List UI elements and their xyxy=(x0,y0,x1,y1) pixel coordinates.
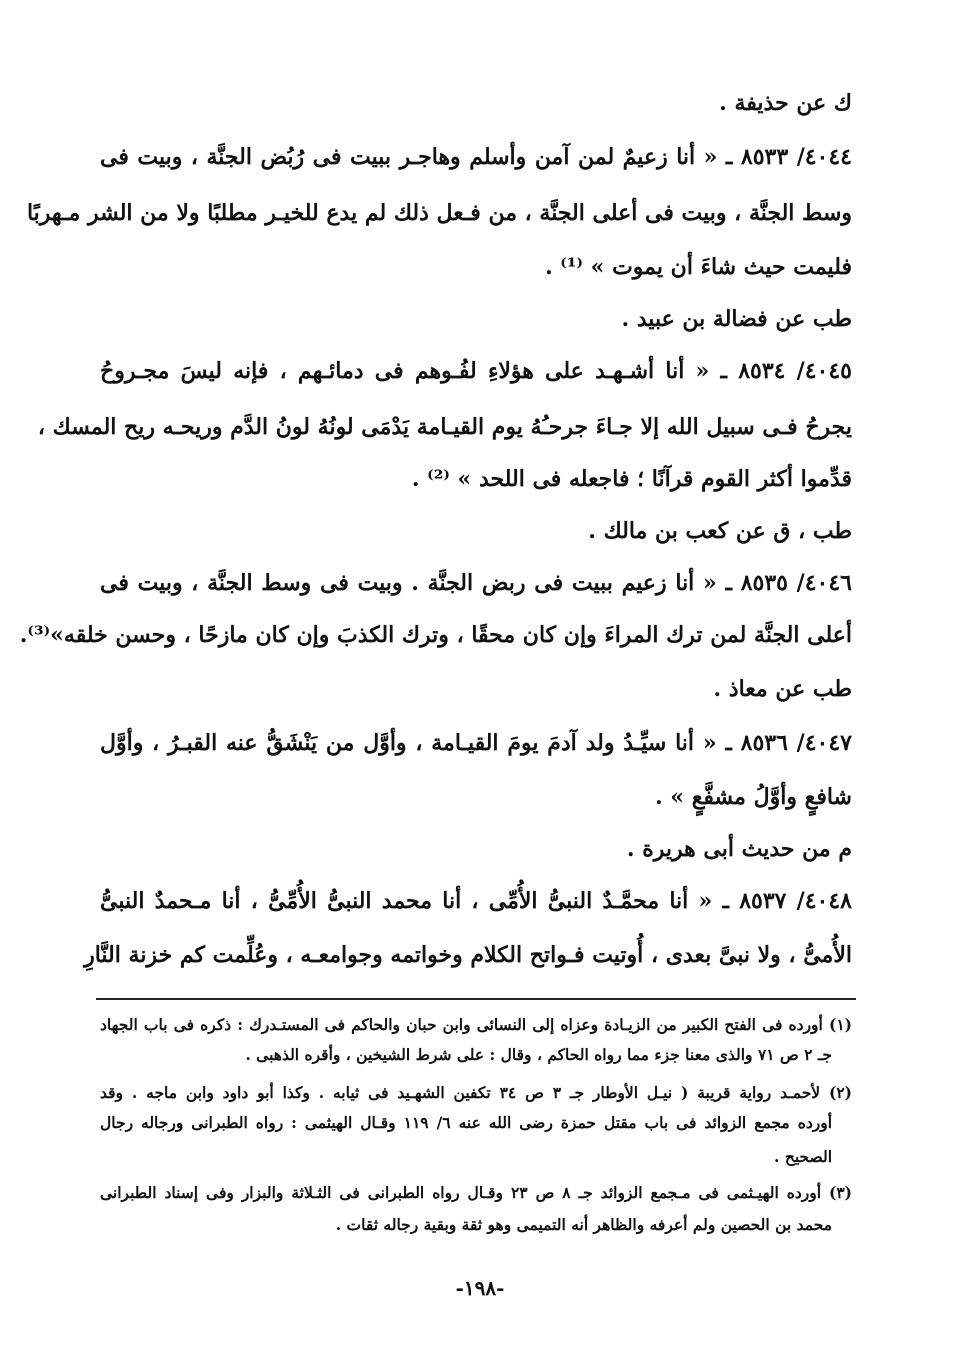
source-line: طب عن فضالة بن عبيد . xyxy=(621,306,852,332)
source-line: م من حديث أبى هريرة . xyxy=(626,836,852,862)
hadith-line: يجرحُ فـى سبيل الله إلا جـاءَ جرحـُهُ يوم القيـامة يَدْمَى لونُهُ لونُ الدَّم وريحـه ريح المسك ، xyxy=(37,414,852,440)
footnote-line: (١) أورده فى الفتح الكبير من الزيـادة وعزاه إلى النسائى وابن حبان والحاكم فى المستـدرك : ذكره فى باب الجهاد xyxy=(100,1015,852,1034)
source-line: طب ، ق عن كعب بن مالك . xyxy=(588,518,852,544)
page-number: -١٩٨- xyxy=(455,1276,505,1300)
footnote-line: (٢) لأحمـد رواية قريبة ( نيـل الأوطار جـ ٣ ص ٣٤ تكفين الشهـيد فى ثيابه . وكذا أبو داود وابن ماجه . وقد xyxy=(100,1083,852,1102)
hadith-line: أعلى الجنَّة لمن ترك المراءَ وإن كان محقًا ، وترك الكذبَ وإن كان مازحًا ، وحسن خلقه»⁽³⁾. xyxy=(19,622,852,648)
hadith-line: ٤٠٤٤/ ٨٥٣٣ ـ « أنا زعيمٌ لمن آمن وأسلم وهاجـر ببيت فى رُبُض الجنَّة ، وبيت فى xyxy=(100,144,852,170)
footnote-line: أورده مجمع الزوائد فى باب مقتل حمزة رضى الله عنه ٦/ ١١٩ وقـال الهيثمى : رواه الطبرانى ورجاله رجال xyxy=(100,1113,833,1132)
hadith-line: شافعٍ وأوَّلُ مشفَّعٍ » . xyxy=(654,784,852,810)
footnote-line: الصحيح . xyxy=(774,1147,832,1166)
hadith-line: فليمت حيث شاءَ أن يموت » ⁽¹⁾ . xyxy=(544,254,852,280)
text-line: ك عن حذيفة . xyxy=(719,90,852,116)
hadith-line: الأُمىُّ ، ولا نبىَّ بعدى ، أُوتيت فـواتح الكلام وخواتمه وجوامعـه ، وعُلِّمت كم خزنة النَّارِ xyxy=(84,942,852,968)
hadith-line: ٤٠٤٦/ ٨٥٣٥ ـ « أنا زعيم ببيت فى ربض الجنَّة . وبيت فى وسط الجنَّة ، وبيت فى xyxy=(100,570,852,596)
footnote-separator xyxy=(96,998,856,1000)
footnote-line: جـ ٢ ص ٧١ والذى معنا جزء مما رواه الحاكم ، وقال : على شرط الشيخين ، وأقره الذهبى . xyxy=(245,1045,832,1064)
hadith-line: ٤٠٤٧/ ٨٥٣٦ ـ « أنا سيِّـدُ ولد آدمَ يومَ القيـامة ، وأوَّل من يَنْشَقُّ عنه القبـرُ ، وأوَّل xyxy=(100,730,852,756)
footnote-line: (٣) أورده الهيـثمى فى مـجمع الزوائد جـ ٨ ص ٢٣ وقـال رواه الطبرانى فى الثـلاثة والبزار وفى إسناد الطبرانى xyxy=(100,1183,852,1202)
hadith-line: وسط الجنَّة ، وبيت فى أعلى الجنَّة ، من فـعل ذلك لم يدع للخيـر مطلبًا ولا من الشر مـهربًا xyxy=(26,200,852,226)
footnote-line: محمد بن الحصين ولم أعرفه والظاهر أنه التميمى وهو ثقة وبقية رجاله ثقات . xyxy=(335,1215,832,1234)
source-line: طب عن معاذ . xyxy=(713,676,852,702)
hadith-line: ٤٠٤٥/ ٨٥٣٤ ـ « أنا أشـهـد على هؤلاءِ لفُـوهم فى دمائـهم ، فإنه ليسَ مجـروحُ xyxy=(100,358,852,384)
hadith-line: قدِّموا أكثر القوم قرآنًا ؛ فاجعله فى اللحد » ⁽²⁾ . xyxy=(411,466,852,492)
hadith-line: ٤٠٤٨/ ٨٥٣٧ ـ « أنا محمَّـدٌ النبىُّ الأُمِّى ، أنا محمد النبىُّ الأُمِّىُّ ، أنا مـحمدٌ النبىُّ xyxy=(100,888,852,914)
